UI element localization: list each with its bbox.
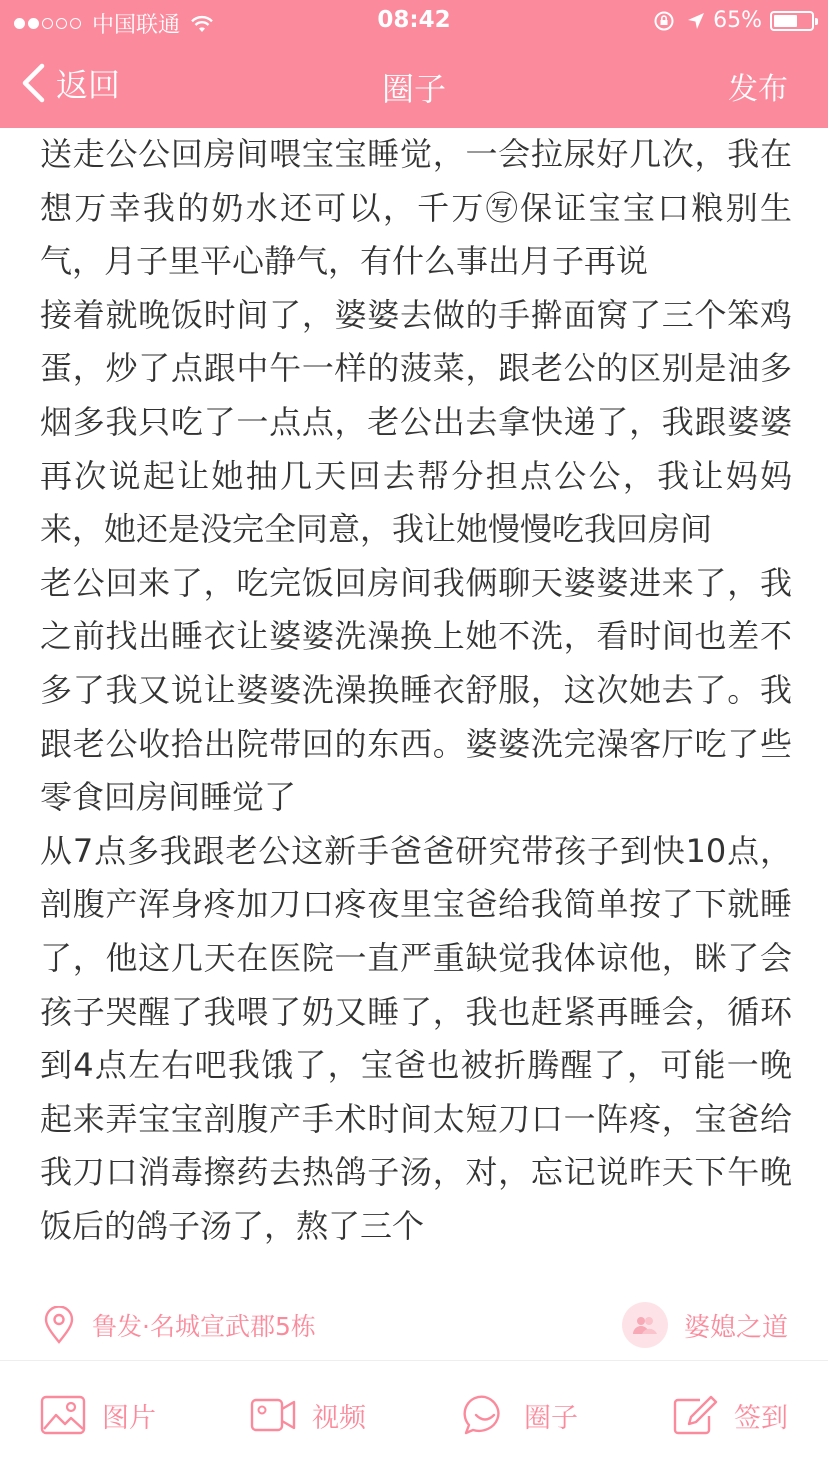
carrier-name: 中国联通 bbox=[92, 13, 181, 38]
publish-button[interactable]: 发布 bbox=[728, 72, 788, 107]
circle-selector[interactable] bbox=[622, 1302, 788, 1348]
status-time: 08:42 bbox=[377, 7, 451, 33]
video-icon bbox=[250, 1394, 296, 1436]
checkin-label: 签到 bbox=[734, 1402, 788, 1434]
circle-button[interactable] bbox=[462, 1394, 578, 1436]
circle-avatar bbox=[622, 1302, 668, 1348]
battery-percent: 65% bbox=[713, 8, 762, 33]
location-picker[interactable] bbox=[42, 1306, 316, 1344]
image-label: 图片 bbox=[102, 1402, 156, 1434]
video-button[interactable] bbox=[250, 1394, 366, 1436]
checkin-button[interactable] bbox=[672, 1394, 788, 1436]
post-content[interactable] bbox=[40, 128, 792, 1298]
back-label: 返回 bbox=[56, 66, 121, 104]
nav-bar bbox=[0, 42, 828, 128]
rotation-lock-icon bbox=[653, 10, 675, 32]
image-button[interactable] bbox=[40, 1394, 156, 1436]
circle-name: 婆媳之道 bbox=[683, 1312, 788, 1343]
bottom-toolbar bbox=[0, 1380, 828, 1472]
location-arrow-icon bbox=[685, 10, 707, 32]
battery-icon bbox=[770, 11, 814, 31]
paragraph: 从7点多我跟老公这新手爸爸研究带孩子到快10点，剖腹产浑身疼加刀口疼夜里宝爸给我简单按了下就睡了，他这几天在医院一直严重缺觉我体谅他，眯了会孩子哭醒了我喂了奶又睡了，我也赶紧再睡会，循环到4点左右吧我饿了，宝爸也被折腾醒了，可能一晚起来弄宝宝剖腹产手术时间太短刀口一阵疼，宝爸给我刀口消毒擦药去热鸽子汤，对，忘记说昨天下午晚饭后的鸽子汤了，熬了三个 bbox=[40, 831, 792, 1245]
users-icon bbox=[632, 1315, 658, 1335]
circle-label: 圈子 bbox=[524, 1402, 578, 1434]
location-address: 鲁发·名城宣武郡5栋 bbox=[92, 1312, 316, 1341]
video-label: 视频 bbox=[312, 1402, 366, 1434]
page-title: 圈子 bbox=[381, 70, 446, 108]
status-bar bbox=[0, 0, 828, 42]
edit-icon bbox=[672, 1394, 718, 1436]
image-icon bbox=[40, 1394, 86, 1436]
paragraph: 送走公公回房间喂宝宝睡觉，一会拉尿好几次，我在想万幸我的奶水还可以，千万㊢保证宝宝口粮别生气，月子里平心静气，有什么事出月子再说 bbox=[40, 135, 792, 281]
status-right bbox=[653, 8, 814, 33]
paragraph: 老公回来了，吃完饭回房间我俩聊天婆婆进来了，我之前找出睡衣让婆婆洗澡换上她不洗，看时间也差不多了我又说让婆婆洗澡换睡衣舒服，这次她去了。我跟老公收拾出院带回的东西。婆婆洗完澡客厅吃了些零食回房间睡觉了 bbox=[40, 563, 792, 817]
location-pin-icon bbox=[42, 1306, 76, 1344]
paragraph: 接着就晚饭时间了，婆婆去做的手擀面窝了三个笨鸡蛋，炒了点跟中午一样的菠菜，跟老公的区别是油多烟多我只吃了一点点，老公出去拿快递了，我跟婆婆再次说起让她抽几天回去帮分担点公公，我让妈妈来，她还是没完全同意，我让她慢慢吃我回房间 bbox=[40, 295, 792, 549]
location-bar bbox=[0, 1296, 828, 1361]
chat-bubble-icon bbox=[462, 1394, 508, 1436]
